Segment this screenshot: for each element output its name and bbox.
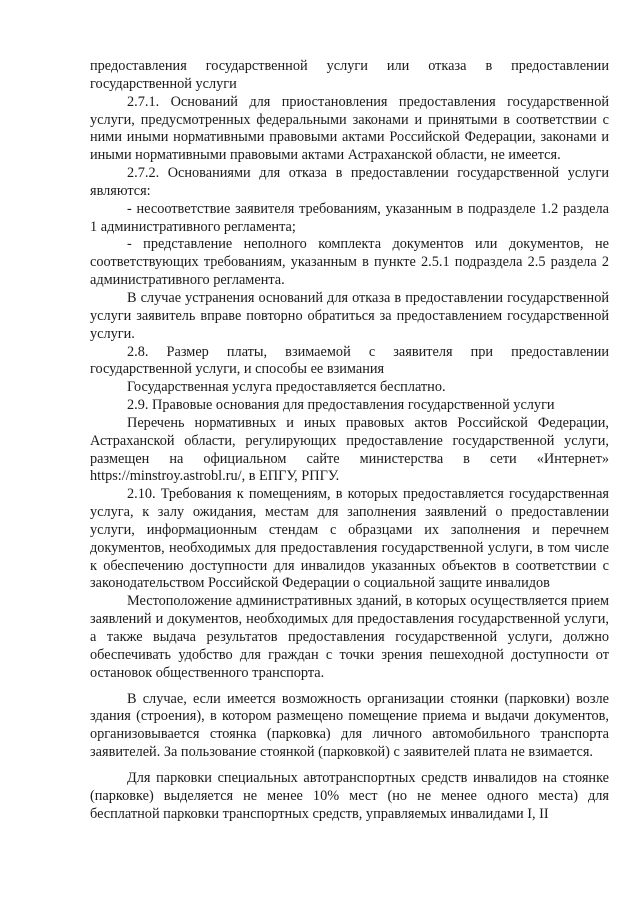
paragraph-parking: В случае, если имеется возможность организации стоянки (парковки) возле здания (строения), в котором размещено помещение приема и выдачи документов, организовывается стоянка (парковка) для личного автомобильного транспорта заявителей. За пользование стоянкой (парковкой) с заявителей плата не взимается. bbox=[90, 690, 609, 761]
paragraph-disabled-parking: Для парковки специальных автотранспортных средств инвалидов на стоянке (парковке) выделяется не менее 10% мест (но не менее одного места) для бесплатной парковки транспортных средств, управляемых инвалидами I, II bbox=[90, 769, 609, 822]
paragraph-reapply: В случае устранения оснований для отказа в предоставлении государственной услуги заявитель вправе повторно обратиться за предоставлением государственной услуги. bbox=[90, 289, 609, 342]
heading-2-10: 2.10. Требования к помещениям, в которых предоставляется государственная услуга, к залу ожидания, местам для заполнения заявлений о предоставлении услуги, информационным стендам с образцами их заполнения и перечнем документов, необходимых для предоставления государственной услуги, в том числе к обеспечению доступности для инвалидов указанных объектов в соответствии с законодательством Российской Федерации о социальной защите инвалидов bbox=[90, 486, 609, 592]
paragraph-continuation: предоставления государственной услуги или отказа в предоставлении государственной услуги bbox=[90, 58, 609, 92]
heading-2-8: 2.8. Размер платы, взимаемой с заявителя при предоставлении государственной услуги, и способы ее взимания bbox=[90, 343, 609, 378]
list-item-requirements: - несоответствие заявителя требованиям, указанным в подразделе 1.2 раздела 1 административного регламента; bbox=[90, 200, 609, 235]
list-item-incomplete-documents: - представление неполного комплекта документов или документов, не соответствующих требованиям, указанным в пункте 2.5.1 подраздела 2.5 раздела 2 административного регламента. bbox=[90, 236, 609, 289]
paragraph-2-7-2: 2.7.2. Основаниями для отказа в предоставлении государственной услуги являются: bbox=[90, 165, 609, 199]
paragraph-2-7-1: 2.7.1. Оснований для приостановления предоставления государственной услуги, предусмотренных федеральными законами и принятыми в соответствии с ними иными нормативными правовыми актами Российской Федерации, законами и иными нормативными правовыми актами Астраханской области, не имеется. bbox=[90, 93, 609, 164]
paragraph-free-service: Государственная услуга предоставляется бесплатно. bbox=[127, 379, 446, 396]
paragraph-building-location: Местоположение административных зданий, в которых осуществляется прием заявлений и документов, необходимых для предоставления государственной услуги, а также выдача результатов предоставления государственной услуги, должно обеспечивать удобство для граждан с точки зрения пешеходной доступности от остановок общественного транспорта. bbox=[90, 593, 609, 681]
paragraph-legal-acts: Перечень нормативных и иных правовых актов Российской Федерации, Астраханской области, регулирующих предоставление государственной услуги, размещен на официальном сайте министерства в сети «Интернет» https://minstroy.astrobl.ru/, в ЕПГУ, РПГУ. bbox=[90, 414, 609, 485]
document-body bbox=[90, 58, 609, 823]
heading-2-9: 2.9. Правовые основания для предоставления государственной услуги bbox=[127, 397, 555, 414]
